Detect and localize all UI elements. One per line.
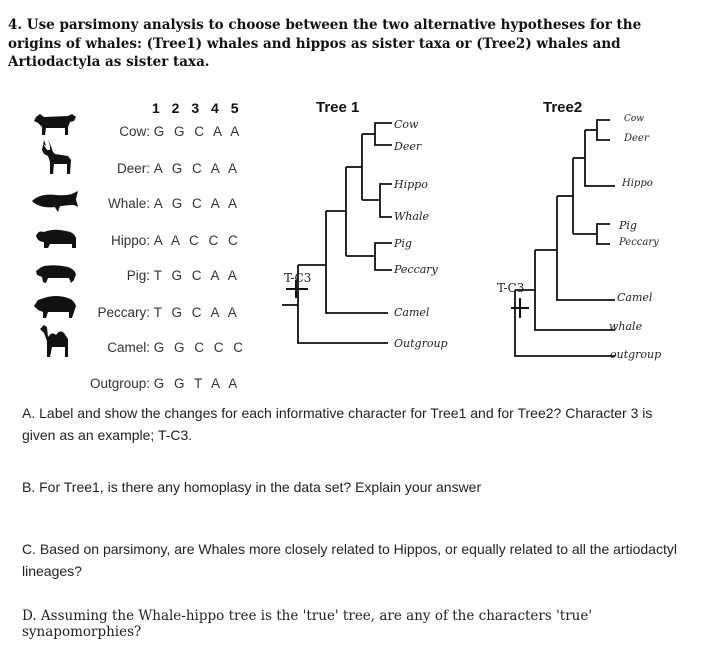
tree2-tip-outgroup: outgroup [610, 348, 662, 361]
tree2-tip-whale: whale [609, 320, 643, 333]
whale-icon [30, 189, 80, 213]
tree2-tip-peccary: Peccary [619, 237, 659, 248]
peccary-icon [32, 294, 78, 320]
tree2-tip-deer: Deer [624, 133, 649, 144]
tree1-tip-peccary: Peccary [394, 263, 438, 276]
tree1-tip-outgroup: Outgroup [394, 337, 448, 350]
tree2-tip-pig: Pig [619, 219, 637, 232]
part-b-text: B. For Tree1, is there any homoplasy in the data set? Explain your answer [22, 479, 482, 495]
tree1-tip-whale: Whale [394, 210, 429, 223]
tree1-tip-camel: Camel [394, 306, 430, 319]
tree2-title: Tree2 [543, 99, 583, 116]
matrix-row-deer: Deer: A G C A A [116, 161, 241, 176]
tree1-tip-pig: Pig [394, 237, 412, 250]
tree2-change-label: T-C3 [497, 281, 525, 295]
tree2-tip-hippo: Hippo [622, 178, 653, 189]
camel-icon [38, 323, 74, 359]
matrix-row-camel: Camel: G G C C C [107, 340, 247, 355]
cow-icon [32, 111, 78, 137]
matrix-row-outgroup: Outgroup: G G T A A [89, 376, 241, 391]
tree1-tip-deer: Deer [394, 140, 422, 153]
character-numbers-header: 1 2 3 4 5 [152, 100, 243, 116]
part-c-text: C. Based on parsimony, are Whales more closely related to Hippos, or equally related to all the artiodactyl lineages? [22, 541, 677, 579]
deer-icon [38, 138, 74, 176]
tree1-diagram [280, 115, 480, 360]
tree2-tip-cow: Cow [624, 114, 645, 124]
matrix-row-whale: Whale: A G C A A [107, 196, 241, 211]
tree1-tip-hippo: Hippo [394, 178, 428, 191]
part-d-text: D. Assuming the Whale-hippo tree is the 'true' tree, are any of the characters 'true' synapomorphies? [22, 608, 593, 640]
tree1-title: Tree 1 [316, 99, 360, 116]
tree1-tip-cow: Cow [394, 118, 419, 131]
pig-icon [34, 262, 78, 284]
matrix-row-peccary: Peccary: T G C A A [97, 305, 240, 320]
tree1-change-label: T-C3 [284, 271, 312, 285]
tree2-tip-camel: Camel [617, 291, 653, 304]
hippo-icon [34, 226, 78, 252]
matrix-row-pig: Pig: T G C A A [126, 268, 240, 283]
matrix-row-hippo: Hippo: A A C C C [110, 233, 241, 248]
part-a-text: A. Label and show the changes for each informative character for Tree1 and for Tree2? Character 3 is given as an example; T-C3. [22, 405, 653, 443]
question-title: 4. Use parsimony analysis to choose between the two alternative hypotheses for the origins of whales: (Tree1) whales and hippos as sister taxa or (Tree2) whales and Artiodactyla as sister taxa. [8, 17, 642, 70]
tree2-diagram [505, 110, 625, 365]
matrix-row-cow: Cow: G G C A A [119, 124, 243, 139]
